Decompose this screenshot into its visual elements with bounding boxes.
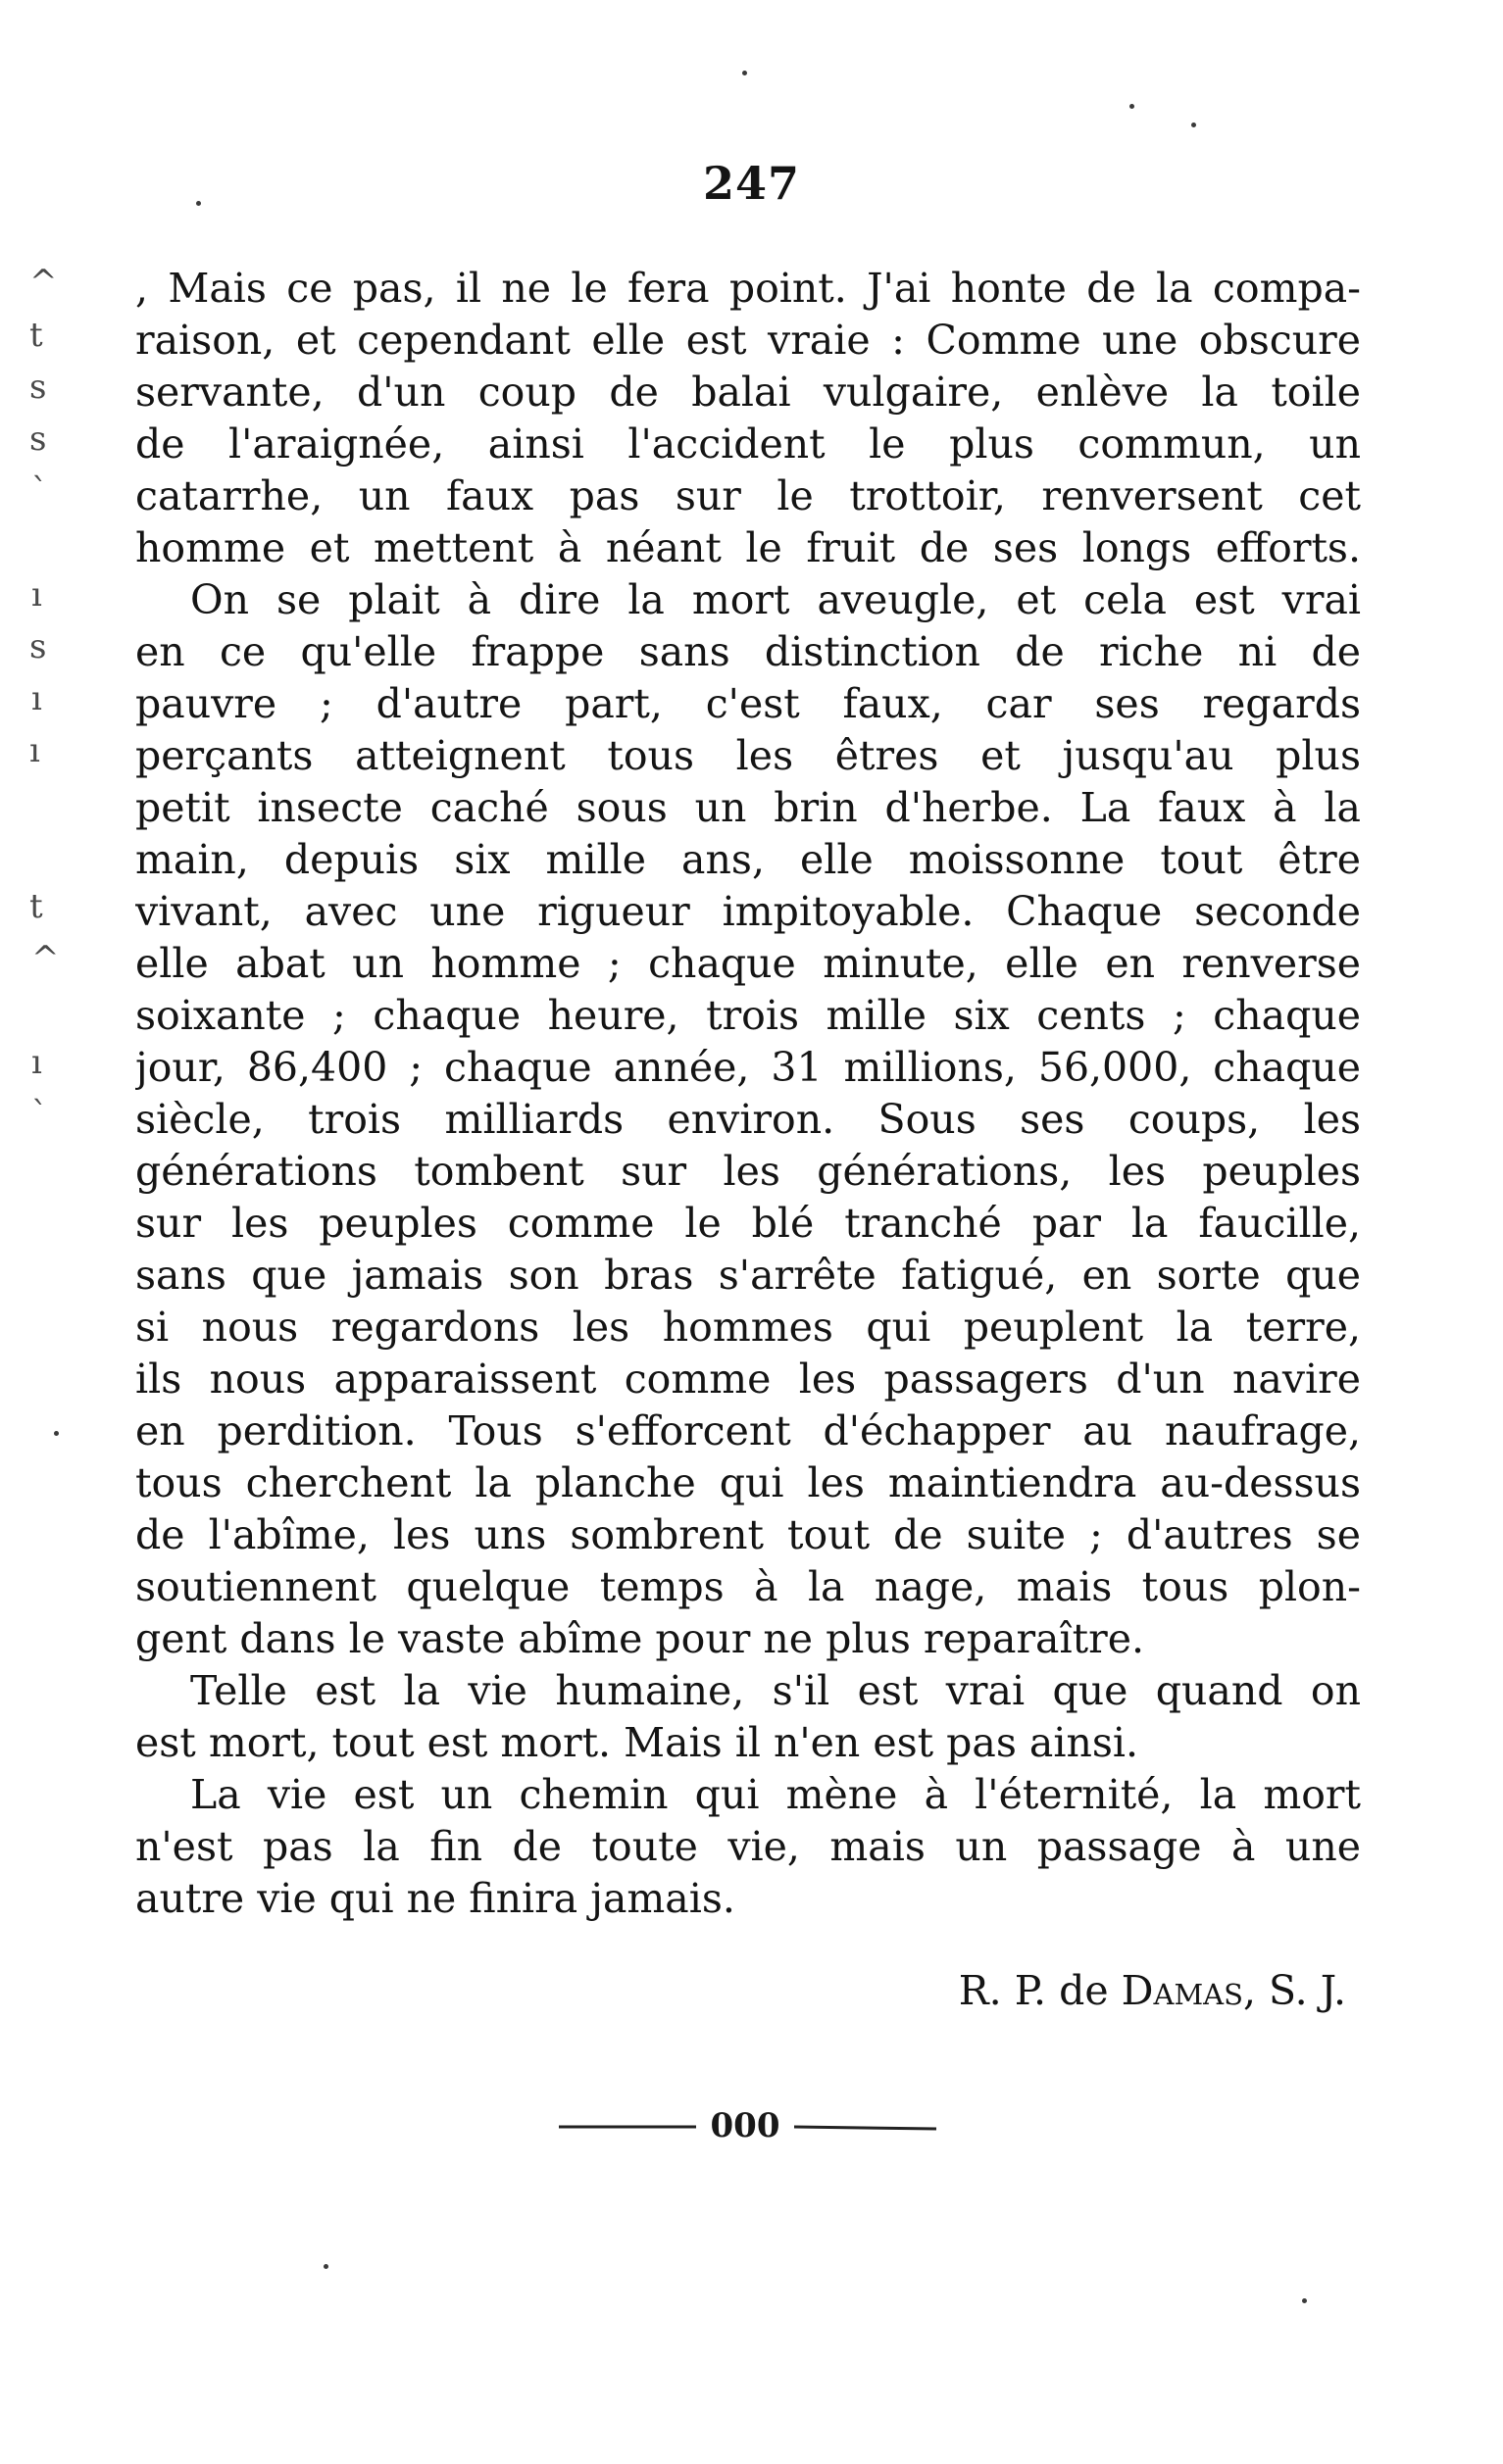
text-line: soixante ; chaque heure, trois mille six cents ; chaque — [135, 992, 1361, 1039]
margin-mark: ` — [31, 1095, 48, 1134]
author-signature — [959, 1965, 1346, 2017]
scan-speck — [1191, 123, 1196, 127]
text-line: si nous regardons les hommes qui peuplent la terre, — [135, 1304, 1361, 1351]
signature-name: Damas — [1121, 1967, 1243, 2014]
margin-mark: ı — [29, 731, 40, 770]
margin-mark: ı — [31, 1043, 42, 1082]
margin-mark: ^ — [31, 939, 60, 978]
text-line: de l'araignée, ainsi l'accident le plus commun, un — [135, 420, 1361, 468]
margin-mark: ı — [31, 575, 42, 615]
ornament-rule-icon — [549, 2107, 941, 2146]
margin-mark: t — [29, 316, 43, 355]
text-line: générations tombent sur les générations, les peuples — [135, 1148, 1361, 1195]
text-line: vivant, avec une rigueur impitoyable. Chaque seconde — [135, 888, 1361, 935]
margin-mark: t — [29, 887, 43, 926]
text-line: tous cherchent la planche qui les maintiendra au-dessus — [135, 1459, 1361, 1506]
text-line: jour, 86,400 ; chaque année, 31 millions, 56,000, chaque — [135, 1044, 1361, 1091]
text-line: , Mais ce pas, il ne le fera point. J'ai honte de la compa- — [135, 265, 1361, 312]
text-line: siècle, trois milliards environ. Sous ses coups, les — [135, 1096, 1361, 1143]
page-number: 247 — [702, 157, 801, 210]
text-line: elle abat un homme ; chaque minute, elle en renverse — [135, 940, 1361, 987]
end-ornament — [0, 2107, 1503, 2146]
text-line: catarrhe, un faux pas sur le trottoir, renversent cet — [135, 472, 1361, 519]
scan-speck — [742, 71, 747, 75]
margin-mark: ^ — [29, 263, 58, 302]
text-line: perçants atteignent tous les êtres et jusqu'au plus — [135, 732, 1361, 779]
scan-speck — [54, 1431, 59, 1436]
margin-mark: ı — [31, 679, 42, 718]
scan-speck — [1302, 2298, 1307, 2303]
text-line: pauvre ; d'autre part, c'est faux, car ses regards — [135, 680, 1361, 727]
scan-speck — [1129, 104, 1134, 109]
text-line: de l'abîme, les uns sombrent tout de suite ; d'autres se — [135, 1511, 1361, 1558]
text-line: autre vie qui ne finira jamais. — [135, 1875, 735, 1922]
text-line: main, depuis six mille ans, elle moissonne tout être — [135, 836, 1361, 883]
text-line: On se plait à dire la mort aveugle, et cela est vrai — [190, 576, 1361, 623]
text-line: servante, d'un coup de balai vulgaire, enlève la toile — [135, 369, 1361, 416]
text-line: en ce qu'elle frappe sans distinction de riche ni de — [135, 628, 1361, 675]
signature-prefix: R. P. de — [958, 1967, 1122, 2014]
text-line: est mort, tout est mort. Mais il n'en est pas ainsi. — [135, 1719, 1139, 1766]
scan-speck — [324, 2264, 328, 2269]
text-line: Telle est la vie humaine, s'il est vrai que quand on — [190, 1667, 1361, 1714]
margin-mark: s — [29, 368, 47, 407]
text-line: n'est pas la fin de toute vie, mais un passage à une — [135, 1823, 1361, 1870]
margin-mark: s — [29, 627, 47, 666]
text-line: homme et mettent à néant le fruit de ses longs efforts. — [135, 524, 1361, 571]
ornament-text: 000 — [710, 2107, 780, 2145]
text-line: sur les peuples comme le blé tranché par la faucille, — [135, 1200, 1361, 1247]
text-line: en perdition. Tous s'efforcent d'échapper au naufrage, — [135, 1407, 1361, 1454]
text-line: soutiennent quelque temps à la nage, mais tous plon- — [135, 1563, 1361, 1610]
text-line: petit insecte caché sous un brin d'herbe. La faux à la — [135, 784, 1361, 831]
text-line: La vie est un chemin qui mène à l'éternité, la mort — [190, 1771, 1361, 1818]
text-line: gent dans le vaste abîme pour ne plus reparaître. — [135, 1615, 1144, 1662]
text-line: raison, et cependant elle est vraie : Comme une obscure — [135, 317, 1361, 364]
margin-mark: ` — [31, 471, 48, 511]
body-text — [135, 263, 1361, 1925]
text-line: sans que jamais son bras s'arrête fatigué, en sorte que — [135, 1252, 1361, 1299]
signature-suffix: , S. J. — [1242, 1967, 1346, 2014]
text-line: ils nous apparaissent comme les passagers d'un navire — [135, 1355, 1361, 1403]
margin-mark: s — [29, 419, 47, 459]
